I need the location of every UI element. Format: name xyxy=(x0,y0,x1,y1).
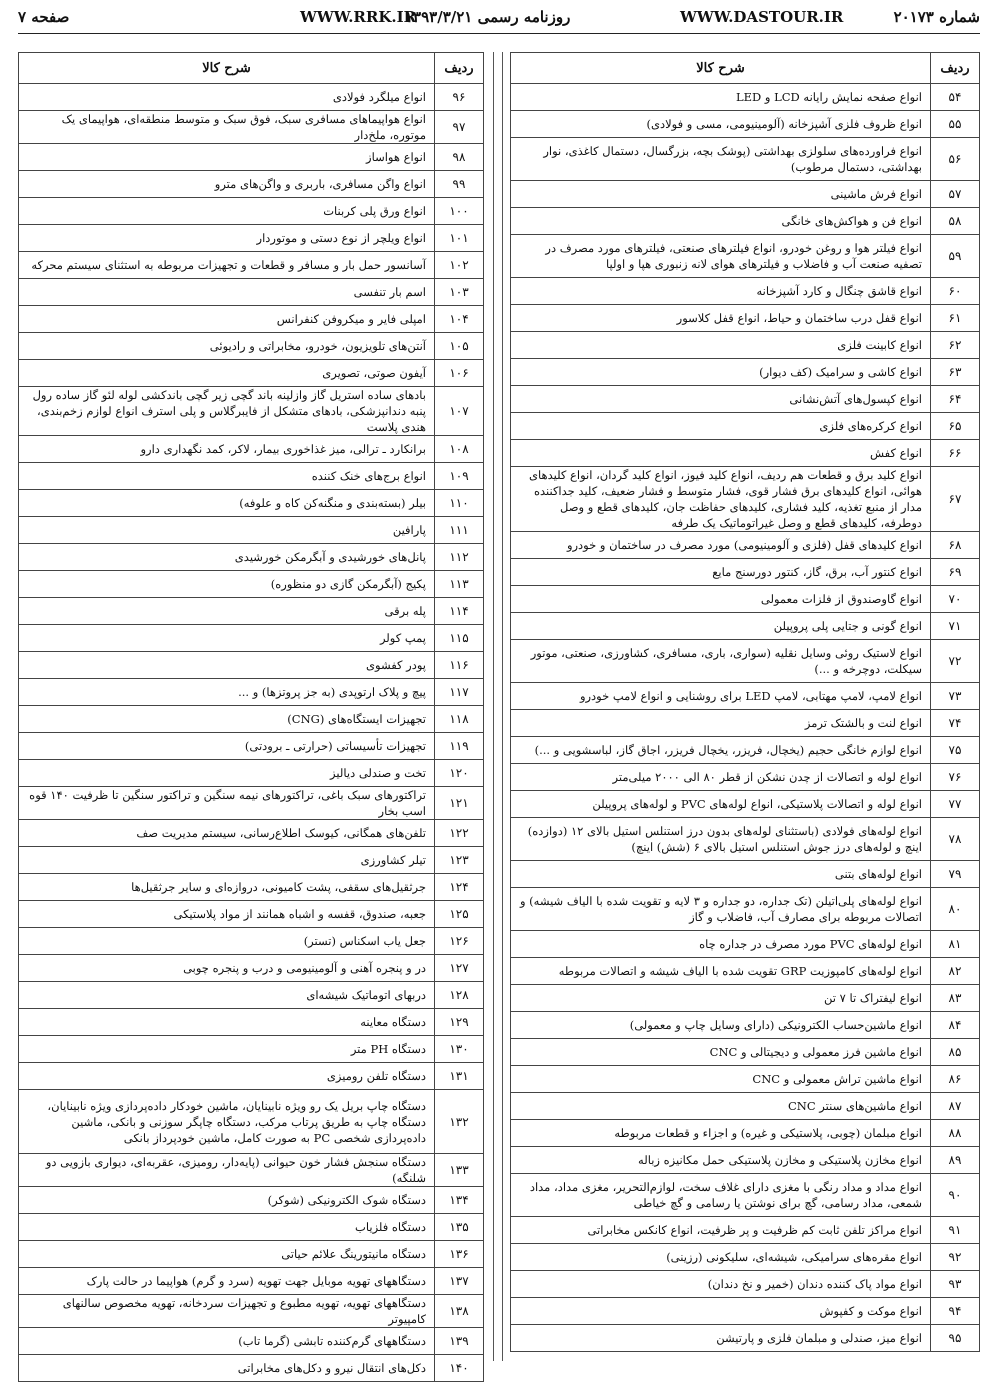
row-number-header: ردیف xyxy=(931,53,980,84)
table-row xyxy=(511,84,980,111)
row-number: ۱۱۹ xyxy=(435,733,484,760)
table-row xyxy=(511,1039,980,1066)
site-link-rrk: WWW.RRK.IR xyxy=(300,8,417,26)
row-number: ۱۰۹ xyxy=(435,463,484,490)
goods-description: دستگاه معاینه xyxy=(19,1009,435,1036)
row-number: ۹۵ xyxy=(931,1325,980,1352)
table-row xyxy=(511,386,980,413)
goods-description: پیچ و پلاک ارتوپدی (به جز پروتزها) و ... xyxy=(19,679,435,706)
goods-description: جعبه، صندوق، قفسه و اشباه همانند از مواد پلاستیکی xyxy=(19,901,435,928)
goods-description: انواع واگن مسافری، باربری و واگن‌های مترو xyxy=(19,171,435,198)
row-number: ۶۶ xyxy=(931,440,980,467)
row-number: ۵۶ xyxy=(931,138,980,181)
row-number: ۱۳۰ xyxy=(435,1036,484,1063)
row-number: ۶۳ xyxy=(931,359,980,386)
goods-description: انواع هواساز xyxy=(19,144,435,171)
row-number: ۷۸ xyxy=(931,818,980,861)
goods-description: دستگاه فلزیاب xyxy=(19,1214,435,1241)
goods-description: تجهیزات ایستگاه‌های (CNG) xyxy=(19,706,435,733)
goods-description: انواع لوله‌های پلی‌اتیلن (تک جداره، دو جداره و ۳ لایه و تقویت شده با الیاف شیشه) و اتصالات مربوطه برای مصارف آب، فاضلاب و گاز xyxy=(511,888,931,931)
goods-description: انواع میز، صندلی و مبلمان فلزی و پارتیشن xyxy=(511,1325,931,1352)
table-row xyxy=(19,1154,484,1187)
goods-description: دستگاههای تهویه، تهویه مطبوع و تجهیزات سردخانه، تهویه مخصوص سالنهای کامپیوتر xyxy=(19,1295,435,1328)
goods-description: انواع گاوصندوق از فلزات معمولی xyxy=(511,586,931,613)
description-header: شرح کالا xyxy=(511,53,931,84)
goods-table-right-column xyxy=(510,52,980,1352)
row-number: ۱۰۵ xyxy=(435,333,484,360)
row-number: ۱۲۷ xyxy=(435,955,484,982)
table-row xyxy=(511,586,980,613)
goods-description: پارافین xyxy=(19,517,435,544)
goods-description: دستگاه چاپ بریل یک رو ویژه نابینایان، ماشین خودکار داده‌پردازی ویژه نابینایان، دستگاه چاپ به طریق پرتاب مرکب، دستگاه چاپگر سوزنی و بانکی، ماشین داده‌پردازی شخصی PC به صورت کامل، ماشین خودپرداز بانکی xyxy=(19,1090,435,1154)
table-row xyxy=(511,208,980,235)
row-number: ۷۶ xyxy=(931,764,980,791)
row-number: ۱۳۷ xyxy=(435,1268,484,1295)
row-number: ۵۷ xyxy=(931,181,980,208)
table-row xyxy=(511,931,980,958)
goods-description: تجهیزات تأسیساتی (حرارتی ـ برودتی) xyxy=(19,733,435,760)
goods-description: انواع لوازم خانگی حجیم (یخچال، فریزر، یخچال فریزر، اجاق گاز، لباسشویی و ...) xyxy=(511,737,931,764)
goods-description: انواع لیفتراک تا ۷ تن xyxy=(511,985,931,1012)
row-number: ۹۱ xyxy=(931,1217,980,1244)
row-number: ۸۴ xyxy=(931,1012,980,1039)
row-number: ۸۹ xyxy=(931,1147,980,1174)
row-number: ۹۴ xyxy=(931,1298,980,1325)
goods-description: تخت و صندلی دیالیز xyxy=(19,760,435,787)
goods-description: انواع کفش xyxy=(511,440,931,467)
page-number: صفحه ۷ xyxy=(18,8,70,26)
goods-description: انواع کلید برق و قطعات هم ردیف، انواع کلید فیوز، انواع کلید گردان، انواع کلیدهای هوائی، انواع کلیدهای برق فشار قوی، فشار متوسط و فشار ضعیف، کلید جداکننده مدار از منبع تغذیه، کلید فشاری، کلیدهای حفاظت جان، کلیدهای قطع و وصل دوطرفه، کلیدهای قطع و وصل غیراتوماتیک یک طرفه xyxy=(511,467,931,532)
row-number: ۱۱۵ xyxy=(435,625,484,652)
row-number: ۱۱۶ xyxy=(435,652,484,679)
table-row xyxy=(19,1187,484,1214)
row-number: ۵۴ xyxy=(931,84,980,111)
table-row xyxy=(511,958,980,985)
goods-description: انواع لاستیک روئی وسایل نقلیه (سواری، باری، مسافری، کشاورزی، صنعتی، موتور سیکلت، دوچرخه و ...) xyxy=(511,640,931,683)
goods-description: انواع کرکره‌های فلزی xyxy=(511,413,931,440)
table-row xyxy=(511,818,980,861)
row-number: ۶۲ xyxy=(931,332,980,359)
table-row xyxy=(511,278,980,305)
goods-description: انواع گونی و جتایی پلی پروپیلن xyxy=(511,613,931,640)
goods-description: انواع قاشق چنگال و کارد آشپزخانه xyxy=(511,278,931,305)
goods-description: انواع لوله‌های فولادی (باستثنای لوله‌های بدون درز استنلس استیل بالای ۱۲ (دوازده) اینچ و لوله‌های درز جوش استنلس استیل بالای ۶ (شش) اینچ) xyxy=(511,818,931,861)
table-row xyxy=(511,1120,980,1147)
row-number: ۷۳ xyxy=(931,683,980,710)
table-row xyxy=(511,1325,980,1352)
goods-description: انواع ظروف فلزی آشپزخانه (آلومینیومی، مسی و فولادی) xyxy=(511,111,931,138)
table-row xyxy=(511,440,980,467)
table-row xyxy=(511,1217,980,1244)
goods-description: جعل یاب اسکناس (تستر) xyxy=(19,928,435,955)
table-row xyxy=(511,532,980,559)
goods-description: انواع فراورده‌های سلولزی بهداشتی (پوشک بچه، بزرگسال، دستمال کاغذی، نوار بهداشتی، دستمال مرطوب) xyxy=(511,138,931,181)
goods-description: امپلی فایر و میکروفن کنفرانس xyxy=(19,306,435,333)
table-row xyxy=(19,679,484,706)
row-number: ۱۲۸ xyxy=(435,982,484,1009)
row-number: ۹۳ xyxy=(931,1271,980,1298)
row-number: ۱۳۴ xyxy=(435,1187,484,1214)
goods-description: در و پنجره آهنی و آلومینیومی و درب و پنجره چوبی xyxy=(19,955,435,982)
table-row xyxy=(19,490,484,517)
row-number: ۱۱۷ xyxy=(435,679,484,706)
goods-description: انواع لوله‌های PVC مورد مصرف در جداره چاه xyxy=(511,931,931,958)
table-row xyxy=(19,1241,484,1268)
table-row xyxy=(511,138,980,181)
goods-description: انواع ماشین تراش معمولی و CNC xyxy=(511,1066,931,1093)
goods-description: انواع لوله و اتصالات از چدن نشکن از قطر ۸۰ الی ۲۰۰۰ میلی‌متر xyxy=(511,764,931,791)
goods-description: انواع مواد پاک کننده دندان (خمیر و نخ دندان) xyxy=(511,1271,931,1298)
goods-description: انواع صفحه نمایش رایانه LCD و LED xyxy=(511,84,931,111)
goods-description: انواع فیلتر هوا و روغن خودرو، انواع فیلترهای صنعتی، فیلترهای مورد مصرف در تصفیه صنعت آب و فاضلاب و فیلترهای هوای لانه زنبوری هپا و اولپا xyxy=(511,235,931,278)
row-number: ۱۳۱ xyxy=(435,1063,484,1090)
goods-description: انواع لوله و اتصالات پلاستیکی، انواع لوله‌های PVC و لوله‌های پروپیلن xyxy=(511,791,931,818)
row-number: ۱۱۴ xyxy=(435,598,484,625)
row-number: ۱۲۰ xyxy=(435,760,484,787)
goods-description: اسم بار تنفسی xyxy=(19,279,435,306)
row-number: ۷۰ xyxy=(931,586,980,613)
row-number: ۱۰۰ xyxy=(435,198,484,225)
table-row xyxy=(19,1328,484,1355)
goods-description: انواع فن و هواکش‌های خانگی xyxy=(511,208,931,235)
table-row xyxy=(511,1174,980,1217)
table-row xyxy=(19,1214,484,1241)
header-rule xyxy=(18,33,980,34)
table-row xyxy=(19,225,484,252)
table-row xyxy=(19,360,484,387)
goods-description: انواع مبلمان (چوبی، پلاستیکی و غیره) و اجزاء و قطعات مربوطه xyxy=(511,1120,931,1147)
goods-description: انواع ورق پلی کربنات xyxy=(19,198,435,225)
table-row xyxy=(511,640,980,683)
goods-description: انواع کاشی و سرامیک (کف دیوار) xyxy=(511,359,931,386)
description-header: شرح کالا xyxy=(19,53,435,84)
goods-description: انواع ماشین‌های سنتر CNC xyxy=(511,1093,931,1120)
row-number: ۵۹ xyxy=(931,235,980,278)
goods-description: انواع موکت و کفپوش xyxy=(511,1298,931,1325)
table-row xyxy=(19,760,484,787)
goods-description: دستگاه مانیتورینگ علائم حیاتی xyxy=(19,1241,435,1268)
row-number: ۸۱ xyxy=(931,931,980,958)
goods-description: پودر کفشوی xyxy=(19,652,435,679)
goods-description: پکیج (آبگرمکن گازی دو منظوره) xyxy=(19,571,435,598)
table-row xyxy=(511,1271,980,1298)
row-number: ۶۱ xyxy=(931,305,980,332)
row-number: ۸۸ xyxy=(931,1120,980,1147)
row-number: ۱۳۳ xyxy=(435,1154,484,1187)
row-number: ۱۱۳ xyxy=(435,571,484,598)
table-row xyxy=(19,463,484,490)
table-row xyxy=(511,613,980,640)
table-row xyxy=(511,235,980,278)
goods-description: انواع کنتور آب، برق، گاز، کنتور دورسنج مایع xyxy=(511,559,931,586)
table-row xyxy=(19,1063,484,1090)
row-number: ۱۴۰ xyxy=(435,1355,484,1382)
goods-description: انواع مراکز تلفن ثابت کم ظرفیت و پر ظرفیت، انواع کانکس مخابراتی xyxy=(511,1217,931,1244)
table-row xyxy=(511,985,980,1012)
row-number: ۹۷ xyxy=(435,111,484,144)
table-row xyxy=(511,710,980,737)
row-number: ۱۲۹ xyxy=(435,1009,484,1036)
row-number: ۱۲۳ xyxy=(435,847,484,874)
table-row xyxy=(19,625,484,652)
table-row xyxy=(19,706,484,733)
table-row xyxy=(511,683,980,710)
goods-description: بادهای ساده استریل گاز وازلینه باند گچی زیر گچی باندکشی لوله لئو گاز ساده رول پنبه دندانپزشکی، بادهای متشکل از فایبرگلاس و پلی استرف انواع لوازم زخم‌بندی، هندی پلاست xyxy=(19,387,435,436)
table-row xyxy=(19,1268,484,1295)
table-row xyxy=(19,928,484,955)
goods-description: پمپ کولر xyxy=(19,625,435,652)
table-row xyxy=(511,413,980,440)
table-row xyxy=(19,333,484,360)
table-row xyxy=(19,1295,484,1328)
goods-description: جرثقیل‌های سقفی، پشت کامیونی، دروازه‌ای و سایر جرثقیل‌ها xyxy=(19,874,435,901)
row-number: ۸۵ xyxy=(931,1039,980,1066)
row-number: ۹۲ xyxy=(931,1244,980,1271)
goods-description: انواع مقره‌های سرامیکی، شیشه‌ای، سلیکونی (رزینی) xyxy=(511,1244,931,1271)
table-row xyxy=(511,764,980,791)
goods-description: انواع ماشین‌حساب الکترونیکی (دارای وسایل چاپ و معمولی) xyxy=(511,1012,931,1039)
table-row xyxy=(511,737,980,764)
row-number: ۹۹ xyxy=(435,171,484,198)
row-number: ۱۳۹ xyxy=(435,1328,484,1355)
row-number: ۱۲۶ xyxy=(435,928,484,955)
row-number: ۱۱۱ xyxy=(435,517,484,544)
table-row xyxy=(19,171,484,198)
table-row xyxy=(19,306,484,333)
table-row xyxy=(511,181,980,208)
row-number: ۱۳۸ xyxy=(435,1295,484,1328)
table-row xyxy=(19,1009,484,1036)
row-number: ۹۰ xyxy=(931,1174,980,1217)
goods-description: انواع قفل درب ساختمان و حیاط، انواع قفل کلاسور xyxy=(511,305,931,332)
goods-description: برانکارد ـ ترالی، میز غذاخوری بیمار، لاکر، کمد نگهداری دارو xyxy=(19,436,435,463)
table-row xyxy=(19,955,484,982)
table-row xyxy=(19,652,484,679)
table-row xyxy=(511,111,980,138)
table-row xyxy=(511,861,980,888)
goods-description: دستگاههای گرم‌کننده تابشی (گرما تاب) xyxy=(19,1328,435,1355)
row-number: ۱۲۱ xyxy=(435,787,484,820)
goods-description: انواع برج‌های خنک کننده xyxy=(19,463,435,490)
goods-description: انواع ویلچر از نوع دستی و موتوردار xyxy=(19,225,435,252)
row-number: ۹۶ xyxy=(435,84,484,111)
goods-description: انواع فرش ماشینی xyxy=(511,181,931,208)
table-row xyxy=(511,1298,980,1325)
table-row xyxy=(511,1066,980,1093)
goods-description: بیلر (بسته‌بندی و منگنه‌کن کاه و علوفه) xyxy=(19,490,435,517)
goods-description: پله برقی xyxy=(19,598,435,625)
table-row xyxy=(19,820,484,847)
table-row xyxy=(19,598,484,625)
table-row xyxy=(19,279,484,306)
issue-number: شماره ۲۰۱۷۳ xyxy=(893,8,980,26)
goods-description: انواع هواپیماهای مسافری سبک، فوق سبک و متوسط منطقه‌ای، هواپیمای یک موتوره، ملخ‌دار xyxy=(19,111,435,144)
goods-description: انواع لامپ، لامپ مهتابی، لامپ LED برای روشنایی و انواع لامپ خودرو xyxy=(511,683,931,710)
goods-description: دستگاه شوک الکترونیکی (شوکر) xyxy=(19,1187,435,1214)
goods-description: دکل‌های انتقال نیرو و دکل‌های مخابراتی xyxy=(19,1355,435,1382)
goods-description: تیلر کشاورزی xyxy=(19,847,435,874)
row-number: ۶۹ xyxy=(931,559,980,586)
row-number: ۷۹ xyxy=(931,861,980,888)
row-number: ۶۵ xyxy=(931,413,980,440)
row-number: ۶۰ xyxy=(931,278,980,305)
goods-table-left xyxy=(18,52,484,1382)
row-number: ۱۰۲ xyxy=(435,252,484,279)
row-number: ۱۲۲ xyxy=(435,820,484,847)
row-number-header: ردیف xyxy=(435,53,484,84)
table-row xyxy=(19,544,484,571)
table-row xyxy=(19,571,484,598)
goods-description: انواع میلگرد فولادی xyxy=(19,84,435,111)
goods-description: پانل‌های خورشیدی و آبگرمکن خورشیدی xyxy=(19,544,435,571)
goods-description: آسانسور حمل بار و مسافر و قطعات و تجهیزات مربوطه به استثنای سیستم محرکه xyxy=(19,252,435,279)
row-number: ۸۶ xyxy=(931,1066,980,1093)
goods-description: دستگاه تلفن رومیزی xyxy=(19,1063,435,1090)
table-row xyxy=(19,982,484,1009)
table-row xyxy=(511,1147,980,1174)
row-number: ۱۰۷ xyxy=(435,387,484,436)
row-number: ۶۸ xyxy=(931,532,980,559)
table-row xyxy=(19,847,484,874)
goods-description: انواع کلیدهای قفل (فلزی و آلومینیومی) مورد مصرف در ساختمان و خودرو xyxy=(511,532,931,559)
table-row xyxy=(19,387,484,436)
table-row xyxy=(19,901,484,928)
table-row xyxy=(511,1244,980,1271)
row-number: ۶۴ xyxy=(931,386,980,413)
table-row xyxy=(511,332,980,359)
table-row xyxy=(19,517,484,544)
row-number: ۷۲ xyxy=(931,640,980,683)
table-row xyxy=(511,1093,980,1120)
table-row xyxy=(511,305,980,332)
row-number: ۹۸ xyxy=(435,144,484,171)
goods-description: آنتن‌های تلویزیون، خودرو، مخابراتی و رادیوئی xyxy=(19,333,435,360)
row-number: ۵۵ xyxy=(931,111,980,138)
row-number: ۱۲۵ xyxy=(435,901,484,928)
table-row xyxy=(511,359,980,386)
table-row xyxy=(19,111,484,144)
goods-description: دستگاه سنجش فشار خون حیوانی (پایه‌دار، رومیزی، عقربه‌ای، دیواری بازویی دو شلنگه) xyxy=(19,1154,435,1187)
goods-table-left-body xyxy=(19,84,484,1382)
row-number: ۱۳۶ xyxy=(435,1241,484,1268)
column-divider xyxy=(493,52,503,1361)
table-row xyxy=(19,874,484,901)
row-number: ۷۵ xyxy=(931,737,980,764)
goods-description: آیفون صوتی، تصویری xyxy=(19,360,435,387)
goods-description: دستگاههای تهویه موبایل جهت تهویه (سرد و گرم) هواپیما در حالت پارک xyxy=(19,1268,435,1295)
row-number: ۸۷ xyxy=(931,1093,980,1120)
table-row xyxy=(511,559,980,586)
row-number: ۸۳ xyxy=(931,985,980,1012)
row-number: ۷۴ xyxy=(931,710,980,737)
row-number: ۱۳۲ xyxy=(435,1090,484,1154)
table-row xyxy=(19,436,484,463)
goods-description: دستگاه PH متر xyxy=(19,1036,435,1063)
table-row xyxy=(19,733,484,760)
table-row xyxy=(511,467,980,532)
row-number: ۷۱ xyxy=(931,613,980,640)
row-number: ۱۳۵ xyxy=(435,1214,484,1241)
row-number: ۸۰ xyxy=(931,888,980,931)
goods-description: انواع مداد و مداد رنگی با مغزی دارای غلاف سخت، لوازم‌التحریر، مغزی مداد، مداد شمعی، مداد رسامی، گچ برای نوشتن یا رسامی و گچ خیاطی xyxy=(511,1174,931,1217)
row-number: ۵۸ xyxy=(931,208,980,235)
goods-description: دربهای اتوماتیک شیشه‌ای xyxy=(19,982,435,1009)
goods-description: انواع لنت و بالشتک ترمز xyxy=(511,710,931,737)
goods-table-right xyxy=(510,52,980,1352)
table-row xyxy=(19,1036,484,1063)
row-number: ۸۲ xyxy=(931,958,980,985)
row-number: ۱۱۸ xyxy=(435,706,484,733)
table-row xyxy=(19,198,484,225)
page-header xyxy=(0,0,990,34)
table-row xyxy=(19,252,484,279)
table-row xyxy=(19,1090,484,1154)
goods-description: انواع ماشین فرز معمولی و دیجیتالی و CNC xyxy=(511,1039,931,1066)
goods-description: انواع مخازن پلاستیکی و مخازن پلاستیکی حمل مکانیزه زباله xyxy=(511,1147,931,1174)
table-row xyxy=(19,787,484,820)
site-link-dastour: WWW.DASTOUR.IR xyxy=(680,8,844,26)
goods-table-left-column xyxy=(18,52,484,1382)
goods-table-right-body xyxy=(511,84,980,1352)
table-row xyxy=(511,888,980,931)
row-number: ۶۷ xyxy=(931,467,980,532)
row-number: ۱۱۰ xyxy=(435,490,484,517)
table-row xyxy=(511,791,980,818)
goods-description: انواع کپسول‌های آتش‌نشانی xyxy=(511,386,931,413)
row-number: ۱۲۴ xyxy=(435,874,484,901)
row-number: ۱۰۶ xyxy=(435,360,484,387)
row-number: ۱۰۴ xyxy=(435,306,484,333)
table-row xyxy=(19,1355,484,1382)
table-row xyxy=(511,1012,980,1039)
goods-description: تلفن‌های همگانی، کیوسک اطلاع‌رسانی، سیستم مدیریت صف xyxy=(19,820,435,847)
table-row xyxy=(19,144,484,171)
gazette-date: روزنامه رسمی ۱۳۹۳/۳/۲۱ xyxy=(405,8,571,26)
goods-description: تراکتورهای سبک باغی، تراکتورهای نیمه سنگین و تراکتور سنگین تا ظرفیت ۱۴۰ قوه اسب بخار xyxy=(19,787,435,820)
table-row xyxy=(19,84,484,111)
goods-description: انواع کابینت فلزی xyxy=(511,332,931,359)
row-number: ۷۷ xyxy=(931,791,980,818)
goods-description: انواع لوله‌های کامپوزیت GRP تقویت شده با الیاف شیشه و اتصالات مربوطه xyxy=(511,958,931,985)
row-number: ۱۰۱ xyxy=(435,225,484,252)
row-number: ۱۱۲ xyxy=(435,544,484,571)
goods-description: انواع لوله‌های بتنی xyxy=(511,861,931,888)
row-number: ۱۰۳ xyxy=(435,279,484,306)
row-number: ۱۰۸ xyxy=(435,436,484,463)
